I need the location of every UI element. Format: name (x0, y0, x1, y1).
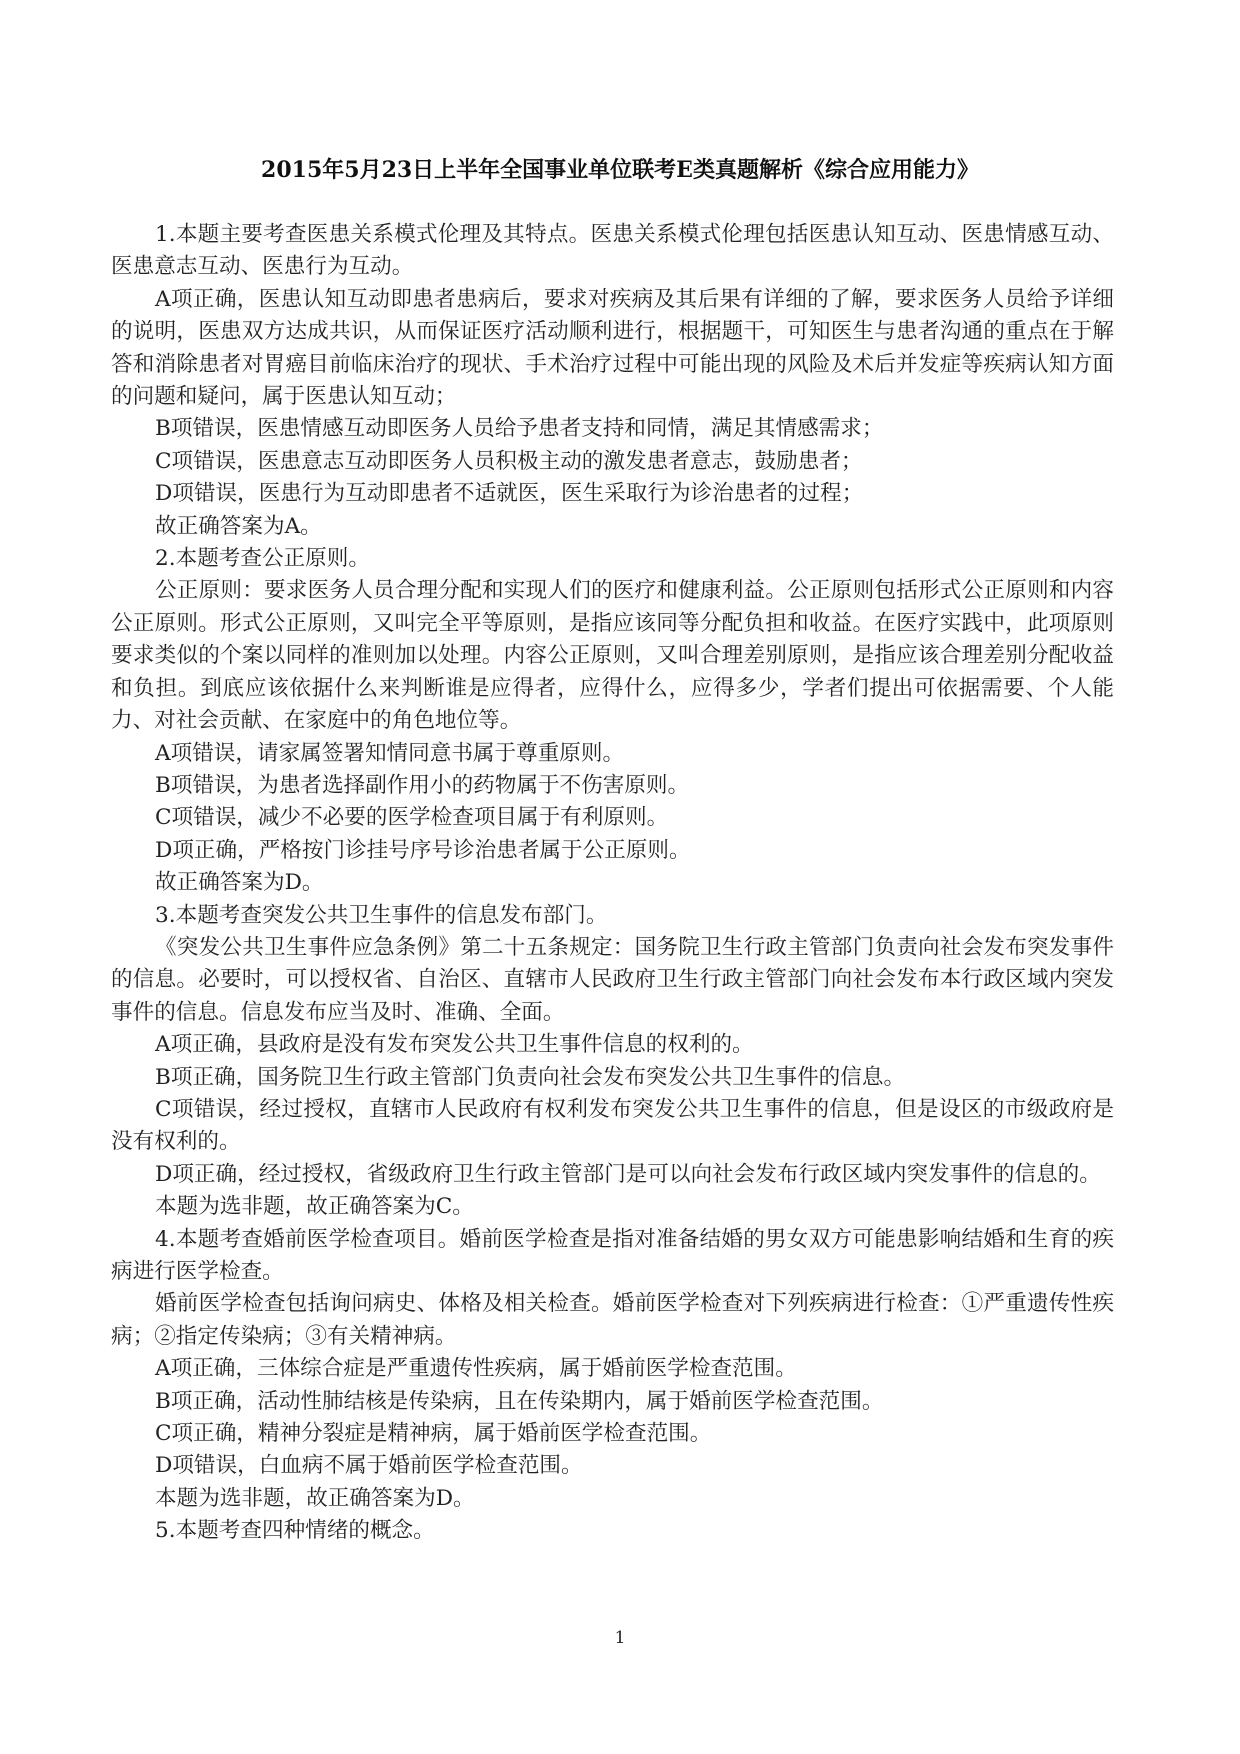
paragraph: 4.本题考查婚前医学检查项目。婚前医学检查是指对准备结婚的男女双方可能患影响结婚和生育的疾病进行医学检查。 (111, 1226, 1114, 1284)
paragraph: 故正确答案为A。 (155, 513, 322, 539)
paragraph: C项错误，经过授权，直辖市人民政府有权利发布突发公共卫生事件的信息，但是设区的市级政府是没有权利的。 (111, 1096, 1114, 1155)
paragraph: C项正确，精神分裂症是精神病，属于婚前医学检查范围。 (155, 1421, 712, 1447)
paragraph: 本题为选非题，故正确答案为D。 (155, 1485, 475, 1511)
paragraph: 2.本题考查公正原则。 (155, 546, 370, 572)
document-body (111, 219, 1114, 1548)
paragraph: 故正确答案为D。 (155, 870, 324, 896)
paragraph: A项正确，县政府是没有发布突发公共卫生事件信息的权利的。 (155, 1032, 754, 1058)
paragraph: A项正确，三体综合症是严重遗传性疾病，属于婚前医学检查范围。 (155, 1356, 797, 1382)
paragraph: B项错误，为患者选择副作用小的药物属于不伤害原则。 (155, 772, 690, 798)
paragraph: 公正原则：要求医务人员合理分配和实现人们的医疗和健康利益。公正原则包括形式公正原则和内容公正原则。形式公正原则，又叫完全平等原则，是指应该同等分配负担和收益。在医疗实践中，此项原则要求类似的个案以同样的准则加以处理。内容公正原则，又叫合理差别原则，是指应该合理差别分配收益和负担。到底应该依据什么来判断谁是应得者，应得什么，应得多少，学者们提出可依据需要、个人能力、对社会贡献、在家庭中的角色地位等。 (111, 578, 1114, 734)
paragraph: A项错误，请家属签署知情同意书属于尊重原则。 (155, 740, 625, 766)
paragraph: D项错误，白血病不属于婚前医学检查范围。 (155, 1453, 583, 1479)
paragraph: A项正确，医患认知互动即患者患病后，要求对疾病及其后果有详细的了解，要求医务人员给予详细的说明，医患双方达成共识，从而保证医疗活动顺利进行，根据题干，可知医生与患者沟通的重点在于解答和消除患者对胃癌目前临床治疗的现状、手术治疗过程中可能出现的风险及术后并发症等疾病认知方面的问题和疑问，属于医患认知互动； (111, 286, 1114, 410)
page-number: 1 (614, 1628, 626, 1648)
paragraph: 《突发公共卫生事件应急条例》第二十五条规定：国务院卫生行政主管部门负责向社会发布突发事件的信息。必要时，可以授权省、自治区、直辖市人民政府卫生行政主管部门向社会发布本行政区域内突发事件的信息。信息发布应当及时、准确、全面。 (111, 934, 1114, 1025)
paragraph: 本题为选非题，故正确答案为C。 (155, 1194, 474, 1220)
paragraph: 1.本题主要考查医患关系模式伦理及其特点。医患关系模式伦理包括医患认知互动、医患情感互动、医患意志互动、医患行为互动。 (111, 222, 1114, 280)
paragraph: D项错误，医患行为互动即患者不适就医，医生采取行为诊治患者的过程； (155, 481, 864, 507)
paragraph: 5.本题考查四种情绪的概念。 (155, 1518, 435, 1544)
paragraph: 婚前医学检查包括询问病史、体格及相关检查。婚前医学检查对下列疾病进行检查：①严重遗传性疾病；②指定传染病；③有关精神病。 (111, 1291, 1114, 1349)
paragraph: D项正确，经过授权，省级政府卫生行政主管部门是可以向社会发布行政区域内突发事件的信息的。 (155, 1161, 1101, 1187)
paragraph: C项错误，减少不必要的医学检查项目属于有利原则。 (155, 805, 669, 831)
paragraph: 3.本题考查突发公共卫生事件的信息发布部门。 (155, 902, 608, 928)
paragraph: B项正确，国务院卫生行政主管部门负责向社会发布突发公共卫生事件的信息。 (155, 1064, 906, 1090)
paragraph: C项错误，医患意志互动即医务人员积极主动的激发患者意志，鼓励患者； (155, 448, 863, 474)
document-title: 2015年5月23日上半年全国事业单位联考E类真题解析《综合应用能力》 (261, 157, 979, 183)
paragraph: D项正确，严格按门诊挂号序号诊治患者属于公正原则。 (155, 837, 691, 863)
paragraph: B项正确，活动性肺结核是传染病，且在传染期内，属于婚前医学检查范围。 (155, 1388, 884, 1414)
paragraph: B项错误，医患情感互动即医务人员给予患者支持和同情，满足其情感需求； (155, 416, 884, 442)
